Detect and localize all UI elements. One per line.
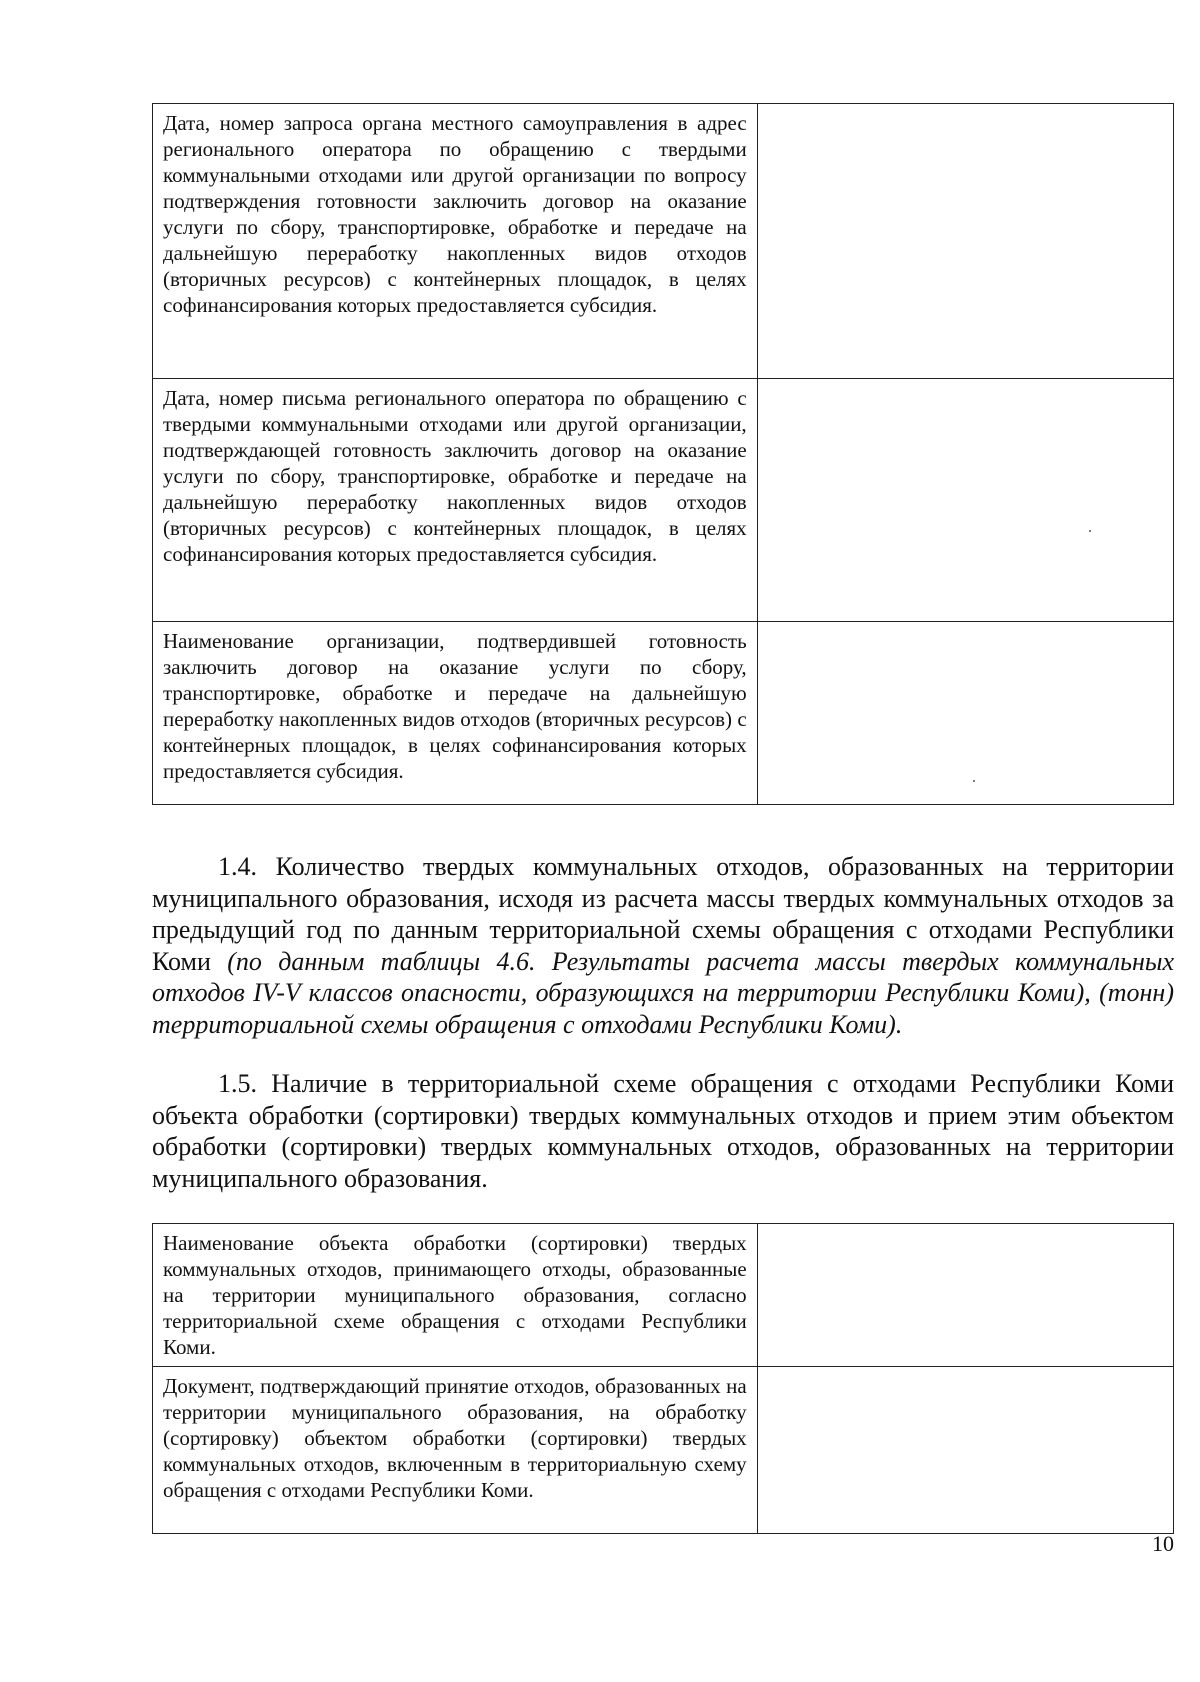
paragraph-1-4-text: 1.4. Количество твердых коммунальных отходов, образованных на территории муниципального образования, исходя из расчета массы твердых коммунальных отходов за предыдущий год по данным территориальной схемы обращения с отходами Республики Коми [152,852,1174,976]
table-row [153,104,1174,379]
requests-table [152,103,1174,805]
page-number: 10 [1152,1531,1174,1556]
table-cell-label: Дата, номер запроса органа местного самоуправления в адрес регионального оператора по обращению с твердыми коммунальными отходами или другой организации по вопросу подтверждения готовности заключить договор на оказание услуги по сбору, транспортировке, обработке и передаче на дальнейшую переработку накопленных видов отходов (вторичных ресурсов) с контейнерных площадок, в целях софинансирования которых предоставляется субсидия. [153,104,758,379]
table-row [153,1367,1174,1534]
paragraph-1-4 [152,851,1174,1040]
table-cell-value [757,379,1173,622]
table-row [153,379,1174,622]
table-cell-value [757,622,1173,805]
paragraph-1-5 [152,1068,1174,1194]
table-cell-label: Наименование организации, подтвердившей готовность заключить договор на оказание услуги по сбору, транспортировке, обработке и передаче на дальнейшую переработку накопленных видов отходов (вторичных ресурсов) с контейнерных площадок, в целях софинансирования которых предоставляется субсидия. [153,622,758,805]
table-cell-value [757,1367,1173,1534]
table-cell-value [757,104,1173,379]
table-cell-label: Документ, подтверждающий принятие отходов, образованных на территории муниципального образования, на обработку (сортировку) объектом обработки (сортировки) твердых коммунальных отходов, включенным в территориальную схему обращения с отходами Республики Коми. [153,1367,758,1534]
paragraph-1-5-text: 1.5. Наличие в территориальной схеме обращения с отходами Республики Коми объекта обработки (сортировки) твердых коммунальных отходов и прием этим объектом обработки (сортировки) твердых коммунальных отходов, образованных на территории муниципального образования. [152,1069,1174,1193]
scan-speck [1089,530,1091,532]
table-cell-label: Наименование объекта обработки (сортировки) твердых коммунальных отходов, принимающего отходы, образованные на территории муниципального образования, согласно территориальной схеме обращения с отходами Республики Коми. [153,1224,758,1367]
table-cell-label: Дата, номер письма регионального оператора по обращению с твердыми коммунальными отходами или другой организации, подтверждающей готовность заключить договор на оказание услуги по сбору, транспортировке, обработке и передаче на дальнейшую переработку накопленных видов отходов (вторичных ресурсов) с контейнерных площадок, в целях софинансирования которых предоставляется субсидия. [153,379,758,622]
table-cell-value [757,1224,1173,1367]
table-row [153,1224,1174,1367]
paragraph-1-4-italic: (по данным таблицы 4.6. Результаты расчета массы твердых коммунальных отходов IV-V классов опасности, образующихся на территории Республики Коми), (тонн) территориальной схемы обращения с отходами Республики Коми). [152,946,1174,1039]
table-row [153,622,1174,805]
scan-speck [973,780,975,782]
sorting-facility-table [152,1223,1174,1534]
